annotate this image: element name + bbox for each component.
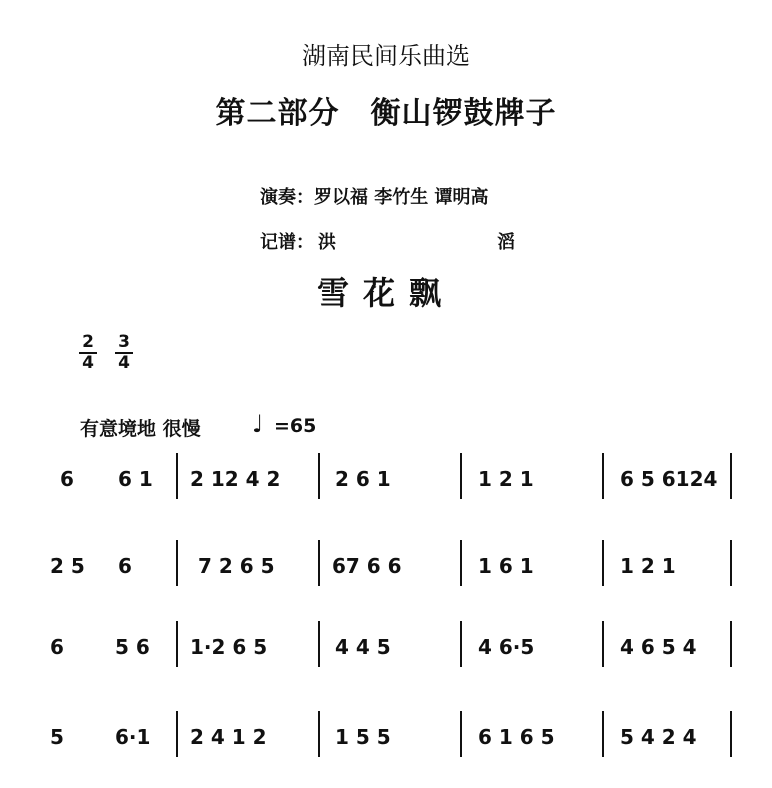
score-row-1-cell-3: 2 12 4 2: [190, 467, 281, 491]
barline: [176, 453, 178, 499]
time-signature-1: [79, 334, 97, 372]
score-row-1-cell-2: 6 1: [118, 467, 153, 491]
score-row-3-cell-5: 4 6·5: [478, 635, 535, 659]
time-signature-1-numerator: 2: [82, 332, 94, 352]
score-row-2-cell-2: 6: [118, 554, 132, 578]
barline: [730, 540, 732, 586]
barline: [602, 453, 604, 499]
score-row-1-cell-6: 6 5 6124: [620, 467, 718, 491]
score-row-1-cell-1: 6: [60, 467, 74, 491]
score-row-3-cell-3: 1·2 6 5: [190, 635, 268, 659]
barline: [460, 540, 462, 586]
barline: [730, 621, 732, 667]
barline: [318, 711, 320, 757]
collection-title: 湖南民间乐曲选: [302, 42, 470, 70]
score-row-3-cell-6: 4 6 5 4: [620, 635, 697, 659]
transcriber-name-part-2: 滔: [497, 232, 515, 253]
piece-title: 雪花飘: [316, 274, 455, 312]
barline: [318, 453, 320, 499]
score-row-2-cell-4: 67 6 6: [332, 554, 402, 578]
time-signature-2: [115, 334, 133, 372]
barline: [730, 453, 732, 499]
barline: [460, 453, 462, 499]
score-row-2-cell-5: 1 6 1: [478, 554, 534, 578]
tempo-value: =65: [274, 415, 317, 437]
score-row-3-cell-4: 4 4 5: [335, 635, 391, 659]
transcriber-name-part-1: 洪: [318, 232, 336, 253]
score-row-4-cell-4: 1 5 5: [335, 725, 391, 749]
part-title: 第二部分 衡山锣鼓牌子: [215, 96, 557, 131]
score-row-4-cell-2: 6·1: [115, 725, 151, 749]
score-row-2-cell-1: 2 5: [50, 554, 85, 578]
barline: [318, 621, 320, 667]
barline: [176, 621, 178, 667]
time-signature-2-denominator: 4: [118, 353, 130, 373]
score-row-1-cell-4: 2 6 1: [335, 467, 391, 491]
score-row-4-cell-3: 2 4 1 2: [190, 725, 267, 749]
barline: [176, 711, 178, 757]
barline: [460, 621, 462, 667]
barline: [602, 621, 604, 667]
barline: [460, 711, 462, 757]
score-row-4-cell-5: 6 1 6 5: [478, 725, 555, 749]
barline: [602, 540, 604, 586]
performers-credit: 演奏：罗以福 李竹生 谭明高: [260, 187, 489, 208]
tempo-marking: 有意境地 很慢: [80, 418, 201, 440]
score-row-3-cell-1: 6: [50, 635, 64, 659]
score-row-4-cell-6: 5 4 2 4: [620, 725, 697, 749]
barline: [176, 540, 178, 586]
quarter-note-icon: ♩: [252, 410, 264, 438]
barline: [602, 711, 604, 757]
score-row-2-cell-6: 1 2 1: [620, 554, 676, 578]
barline: [730, 711, 732, 757]
score-row-1-cell-5: 1 2 1: [478, 467, 534, 491]
transcriber-label: 记谱：: [260, 232, 314, 253]
time-signature-2-numerator: 3: [118, 332, 130, 352]
score-row-3-cell-2: 5 6: [115, 635, 150, 659]
barline: [318, 540, 320, 586]
score-row-2-cell-3: 7 2 6 5: [198, 554, 275, 578]
time-signature-1-denominator: 4: [82, 353, 94, 373]
score-row-4-cell-1: 5: [50, 725, 64, 749]
